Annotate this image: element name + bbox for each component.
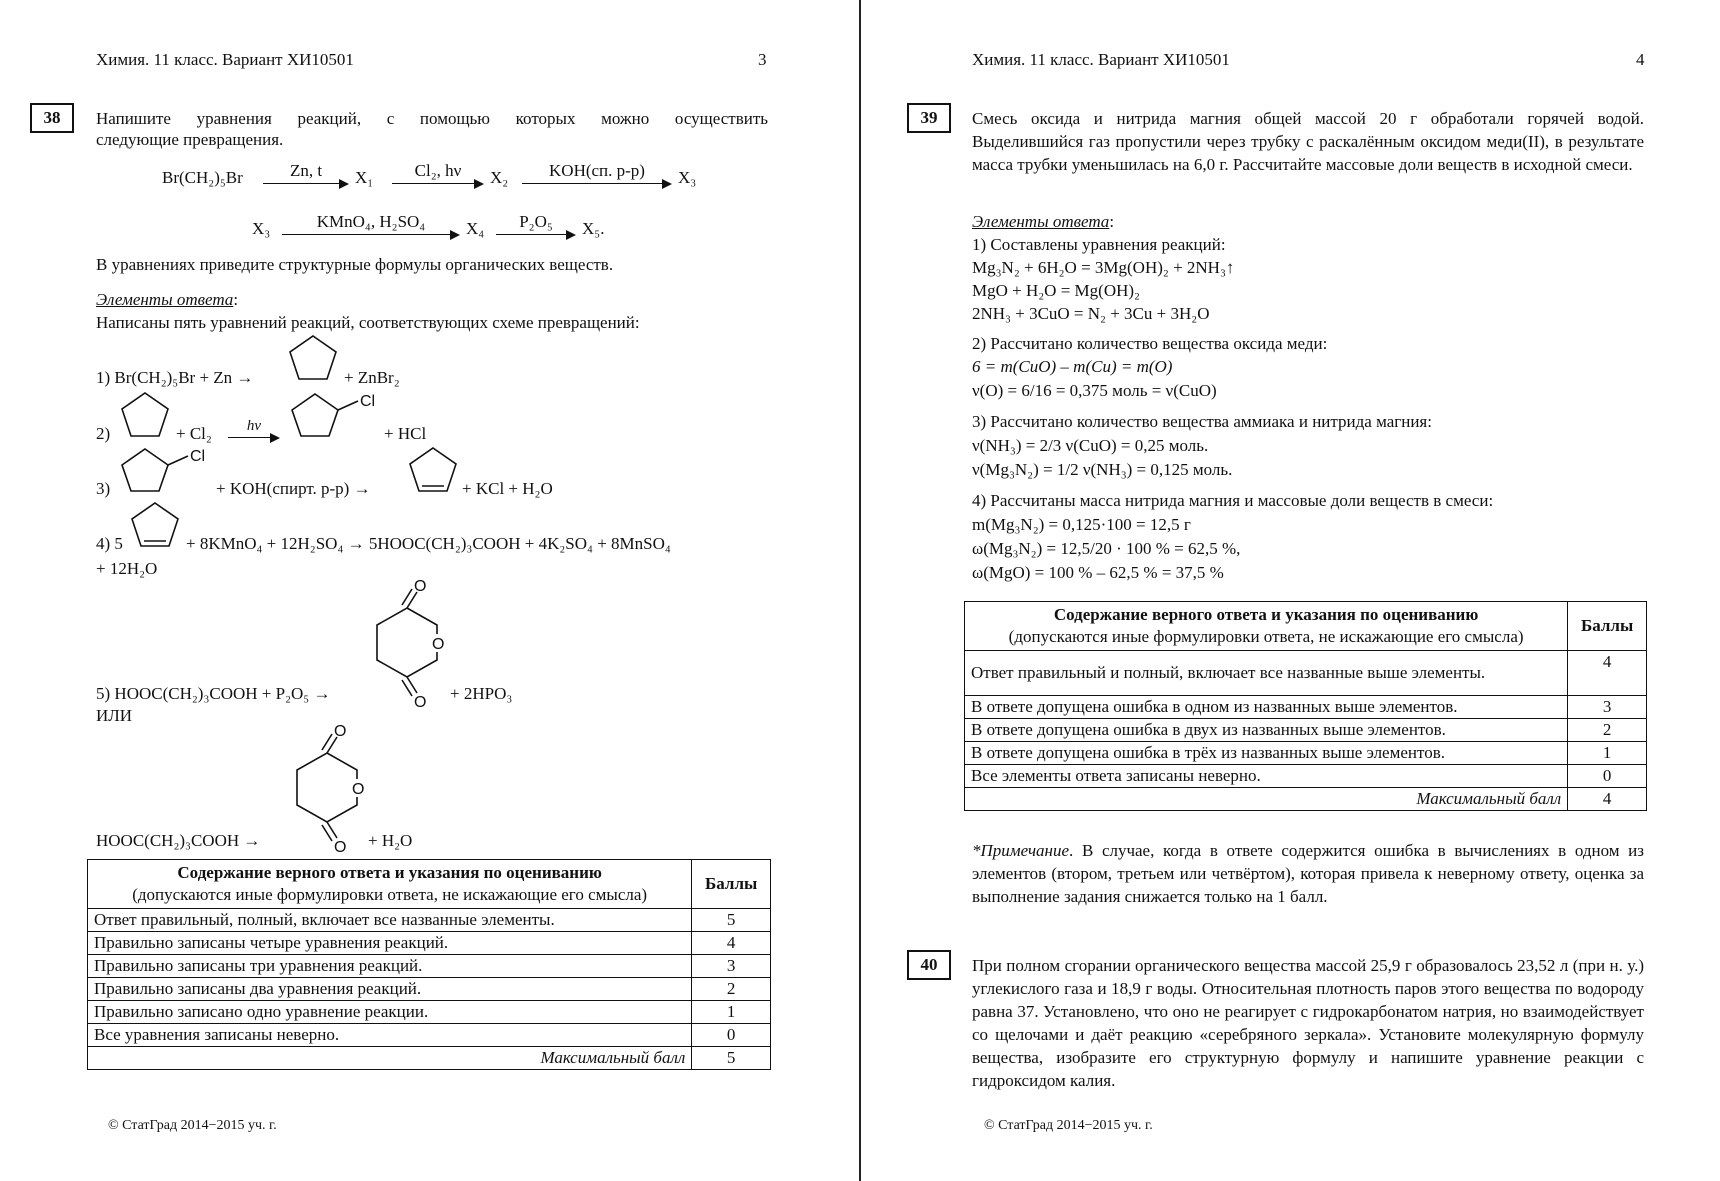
table-row-text: В ответе допущена ошибка в трёх из названных выше элементов. <box>965 742 1568 765</box>
chlorine-atom-label: Cl <box>360 393 376 410</box>
answer-line: 2) Рассчитано количество вещества оксида меди: <box>972 334 1328 353</box>
table-max-points: 5 <box>692 1047 771 1070</box>
table-row-points: 2 <box>1568 719 1647 742</box>
table-header-note: (допускаются иные формулировки ответа, не искажающие его смысла) <box>1008 627 1524 646</box>
task-40-text: При полном сгорании органического вещества массой 25,9 г образовалось 23,52 л (при н. у.) углекислого газа и 18,9 г воды. Относительная плотность паров этого вещества по водороду равна 37. Установлено, что оно не реагирует с гидрокарбонатом натрия, но взаимодействует со щелочами и даёт реакцию «серебряного зеркала». Установите молекулярную формулу вещества, изобразите его структурную формулу и напишите уравнение реакции с гидроксидом калия. <box>972 956 1644 1090</box>
chlorine-atom-label: Cl <box>190 448 206 465</box>
carbonyl-oxygen-label: O <box>334 839 347 856</box>
eq5-right: + 2HPO₃ <box>450 684 513 703</box>
table-header-content <box>965 602 1568 651</box>
grading-note-label: *Примечание <box>972 841 1070 860</box>
answer-line: 6 = m(CuO) – m(Cu) = m(O) <box>972 357 1173 376</box>
answer-line: ω(MgO) = 100 % – 62,5 % = 37,5 % <box>972 563 1224 582</box>
chain-x2: X₂ <box>490 168 509 187</box>
table-row-points: 1 <box>1568 742 1647 765</box>
table-header-bold: Содержание верного ответа и указания по оцениванию <box>177 863 602 882</box>
table-row-text: Ответ правильный и полный, включает все названные выше элементы. <box>965 651 1568 696</box>
answer-line: 1) Составлены уравнения реакций: <box>972 235 1226 254</box>
table-row-points: 3 <box>1568 696 1647 719</box>
task-38-intro-line2: следующие превращения. <box>96 130 284 149</box>
chain-arrow-5-label: P₂O₅ <box>519 212 553 231</box>
table-row <box>88 909 771 932</box>
table-header-row <box>88 860 771 909</box>
cyclopentane-structure-2 <box>118 390 172 442</box>
task-38-answer-label: Элементы ответа <box>96 290 234 309</box>
table-max-label: Максимальный балл <box>88 1047 692 1070</box>
eq4-mid: + 8KMnO₄ + 12H₂SO₄ → 5HOOC(CH₂)₃COOH + 4K₂SO₄ + 8MnSO₄ <box>186 534 671 553</box>
table-max-row <box>965 788 1647 811</box>
table-header-content <box>88 860 692 909</box>
eq5-left: 5) HOOC(CH₂)₃COOH + P₂O₅ → <box>96 684 331 703</box>
eq6-right: + H₂O <box>368 831 413 850</box>
eq4-cont: + 12H₂O <box>96 559 158 578</box>
answer-line: 2NH₃ + 3CuO = N₂ + 3Cu + 3H₂O <box>972 304 1210 323</box>
or-label: ИЛИ <box>96 706 133 725</box>
chain-x3: X₃ <box>678 168 697 187</box>
table-row <box>965 651 1647 696</box>
chain-arrow-4 <box>282 207 460 235</box>
eq3-mid: + KOH(спирт. р-р) → <box>216 479 371 498</box>
task-38-instruction: В уравнениях приведите структурные формулы органических веществ. <box>96 255 614 274</box>
chain-x3b: X₃ <box>252 219 271 238</box>
chain-x4: X₄ <box>466 219 485 238</box>
glutaric-anhydride-structure-2 <box>290 723 380 856</box>
cyclopentene-structure-2 <box>128 500 182 552</box>
ring-oxygen-label: O <box>352 781 365 798</box>
answer-line: 4) Рассчитаны масса нитрида магния и массовые доли веществ в смеси: <box>972 491 1494 510</box>
table-row-text: Ответ правильный, полный, включает все названные элементы. <box>88 909 692 932</box>
answer-line: ν(NH₃) = 2/3 ν(CuO) = 0,25 моль. <box>972 436 1209 455</box>
table-max-points: 4 <box>1568 788 1647 811</box>
chain-arrow-3-label: KOH(сп. р-р) <box>549 161 645 180</box>
carbonyl-oxygen-label: O <box>414 578 427 595</box>
table-header-note: (допускаются иные формулировки ответа, не искажающие его смысла) <box>132 885 648 904</box>
table-row-points: 2 <box>692 978 771 1001</box>
chain-start: Br(CH₂)₅Br <box>162 168 243 187</box>
table-row-text: В ответе допущена ошибка в одном из названных выше элементов. <box>965 696 1568 719</box>
grading-note <box>972 839 1644 908</box>
left-page-number: 3 <box>758 50 767 69</box>
carbonyl-oxygen-label: O <box>334 723 347 740</box>
answer-line: m(Mg₃N₂) = 0,125·100 = 12,5 г <box>972 515 1191 534</box>
answer-line: Mg₃N₂ + 6H₂O = 3Mg(OH)₂ + 2NH₃↑ <box>972 258 1235 277</box>
table-row-text: Правильно записаны четыре уравнения реакций. <box>88 932 692 955</box>
table-row-points: 1 <box>692 1001 771 1024</box>
table-row <box>88 978 771 1001</box>
cyclopentene-structure-1 <box>406 445 460 497</box>
table-row-text: Правильно записаны три уравнения реакций. <box>88 955 692 978</box>
eq4-num: 4) 5 <box>96 534 123 553</box>
chain-arrow-5 <box>496 207 576 235</box>
answer-line: MgO + H₂O = Mg(OH)₂ <box>972 281 1140 300</box>
table-row-points: 3 <box>692 955 771 978</box>
table-row <box>88 932 771 955</box>
eq1-left: 1) Br(CH₂)₅Br + Zn → <box>96 368 254 387</box>
cyclopentane-structure-1 <box>286 333 340 385</box>
chain-x5: X₅. <box>582 219 605 238</box>
task-39-grading-table <box>964 601 1647 811</box>
table-row <box>88 1024 771 1047</box>
page-divider <box>859 0 861 1181</box>
table-max-label: Максимальный балл <box>965 788 1568 811</box>
chlorocyclopentane-structure-2 <box>118 443 218 495</box>
table-row-points: 4 <box>1568 651 1647 696</box>
answer-line: 3) Рассчитано количество вещества аммиака и нитрида магния: <box>972 412 1432 431</box>
chain-arrow-1-label: Zn, t <box>289 161 323 180</box>
table-row-points: 5 <box>692 909 771 932</box>
task-38-number: 38 <box>30 103 74 133</box>
table-row <box>88 955 771 978</box>
eq2-mid: + Cl₂ <box>176 424 212 443</box>
eq3-num: 3) <box>96 479 111 498</box>
task-38-answer-intro: Написаны пять уравнений реакций, соответствующих схеме превращений: <box>96 313 640 332</box>
task-40-number: 40 <box>907 950 951 980</box>
answer-line: ω(Mg₃N₂) = 12,5/20 · 100 % = 62,5 %, <box>972 539 1241 558</box>
task-39-answer-label-row: Элементы ответа: <box>972 212 1115 231</box>
eq2-arrow-label: hν <box>246 418 262 434</box>
left-page-header: Химия. 11 класс. Вариант ХИ10501 <box>96 50 354 69</box>
chain-arrow-2 <box>392 156 484 184</box>
task-38-answer-label-row: Элементы ответа: <box>96 290 239 309</box>
answer-line: ν(O) = 6/16 = 0,375 моль = ν(CuO) <box>972 381 1217 400</box>
table-row-text: Правильно записаны два уравнения реакций. <box>88 978 692 1001</box>
task-38-grading-table <box>87 859 771 1070</box>
task-39-answer-label: Элементы ответа <box>972 212 1110 231</box>
eq2-num: 2) <box>96 424 111 443</box>
table-row-points: 4 <box>692 932 771 955</box>
table-row-text: Правильно записано одно уравнение реакции. <box>88 1001 692 1024</box>
table-row <box>965 742 1647 765</box>
table-row <box>88 1001 771 1024</box>
table-row-text: Все элементы ответа записаны неверно. <box>965 765 1568 788</box>
chain-x1: X₁ <box>355 168 374 187</box>
eq2-arrow <box>228 412 280 438</box>
task-38-intro-line1: Напишите уравнения реакций, с помощью которых можно осуществить <box>96 109 768 128</box>
table-row-text: В ответе допущена ошибка в двух из названных выше элементов. <box>965 719 1568 742</box>
eq3-right: + KCl + H₂O <box>462 479 553 498</box>
left-footer-copyright: © СтатГрад 2014−2015 уч. г. <box>108 1118 277 1133</box>
ring-oxygen-label: O <box>432 636 445 653</box>
table-header-points: Баллы <box>1568 602 1647 651</box>
chain-arrow-1 <box>263 156 349 184</box>
table-max-row <box>88 1047 771 1070</box>
task-39-text: Смесь оксида и нитрида магния общей массой 20 г обработали горячей водой. Выделившийся газ пропустили через трубку с раскалённым оксидом меди(II), в результате масса трубки уменьшилась на 6,0 г. Рассчитайте массовые доли веществ в исходной смеси. <box>972 109 1644 174</box>
task-39-number: 39 <box>907 103 951 133</box>
table-row-points: 0 <box>1568 765 1647 788</box>
chain-arrow-4-label: KMnO₄, H₂SO₄ <box>316 212 426 231</box>
table-header-row <box>965 602 1647 651</box>
table-header-points: Баллы <box>692 860 771 909</box>
table-row <box>965 696 1647 719</box>
eq1-right: + ZnBr₂ <box>344 368 400 387</box>
table-row <box>965 765 1647 788</box>
chlorocyclopentane-structure-1 <box>288 388 388 440</box>
answer-line: ν(Mg₃N₂) = 1/2 ν(NH₃) = 0,125 моль. <box>972 460 1233 479</box>
chain-arrow-3 <box>522 156 672 184</box>
grading-note-text: . В случае, когда в ответе содержится ошибка в вычислениях в одном из элементов (втором, третьем или четвёртом), которая привела к неверному ответу, оценка за выполнение задания снижается только на 1 балл. <box>972 841 1644 906</box>
right-page-header: Химия. 11 класс. Вариант ХИ10501 <box>972 50 1230 69</box>
table-row <box>965 719 1647 742</box>
eq2-right: + HCl <box>384 424 427 443</box>
right-footer-copyright: © СтатГрад 2014−2015 уч. г. <box>984 1118 1153 1133</box>
carbonyl-oxygen-label: O <box>414 694 427 711</box>
table-header-bold: Содержание верного ответа и указания по оцениванию <box>1053 605 1479 624</box>
chain-arrow-2-label: Cl₂, hν <box>414 161 462 180</box>
glutaric-anhydride-structure-1 <box>370 578 460 711</box>
eq6-left: HOOC(CH₂)₃COOH → <box>96 831 261 850</box>
right-page-number: 4 <box>1636 50 1645 69</box>
table-row-text: Все уравнения записаны неверно. <box>88 1024 692 1047</box>
table-row-points: 0 <box>692 1024 771 1047</box>
